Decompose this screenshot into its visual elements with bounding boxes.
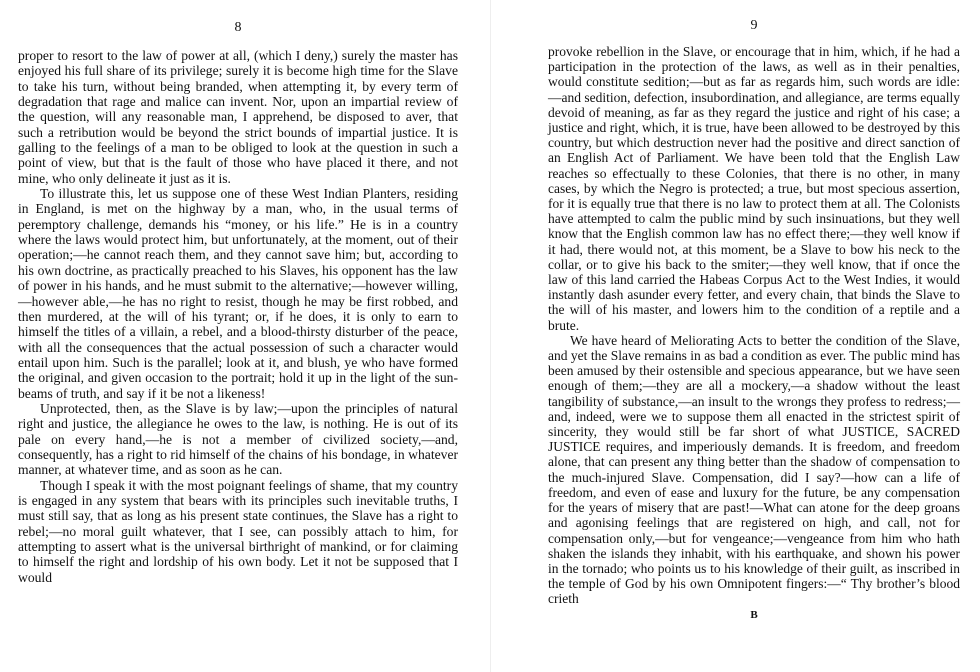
page-number: 9: [750, 18, 758, 33]
paragraph: proper to resort to the law of power at all, (which I deny,) surely the master has enjoyed his full share of its privilege; surely it is become high time for the Slave to take his turn, without being branded, when attempting it, by every term of degradation that rage and malice can invent. Nor, upon an impartial review of the question, will any reasonable man, I apprehend, be disposed to aver, that such a retribution would be beyond the strict bounds of impartial justice. It is galling to the feelings of a man to be obliged to look at the question in such a point of view, but that is the fault of those who have placed it there, and not mine, who only delineate it just as it is.: [18, 48, 458, 186]
gutter-divider: [490, 0, 491, 672]
paragraph: Unprotected, then, as the Slave is by law;—upon the principles of natural right and justice, the allegiance he owes to the law, is nothing. He is out of its pale on every hand,—he is not a member of civilized society,—and, consequently, has a right to rid himself of the chains of his bondage, in whatever manner, at whatever time, and as soon as he can.: [18, 400, 458, 478]
body-text: [18, 48, 458, 585]
signature-mark: B: [750, 608, 758, 621]
body-text: [548, 44, 960, 607]
right-page: [548, 0, 960, 672]
paragraph: Though I speak it with the most poignant feelings of shame, that my country is engaged in any system that bears with its principles such inevitable truths, I must still say, that as long as his present state continues, the Slave has a right to rebel;—no moral guilt whatever, that I see, can possibly attach to him, for attempting to assert what is the universal birthright of mankind, or for claiming to himself the right and lordship of his own body. Let it not be supposed that I would: [18, 477, 458, 585]
paragraph: To illustrate this, let us suppose one of these West Indian Planters, residing in England, is met on the highway by a man, who, in the usual terms of peremptory challenge, demands his “money, or his life.” He is in a country where the laws would protect him, but unfortunately, at the moment, out of their operation;—he cannot reach them, and they cannot save him; but, according to his own doctrine, as practically preached to his Slaves, his opponent has the law of power in his hands, and he must submit to the alternative;—however willing,—however able,—he has no right to resist, though he may be first robbed, and then murdered, at the will of his tyrant; or, if he does, it is only to earn to himself the titles of a villain, a rebel, and a blood-thirsty disturber of the peace, with all the consequences that the actual possession of such a character would entail upon him. Such is the parallel; look at it, and blush, ye who have formed the original, and given occasion to the portrait; hold it up in the light of the sun-beams of truth, and say if it be not a likeness!: [18, 186, 458, 401]
left-page: [18, 0, 458, 672]
page-number: 8: [234, 20, 242, 35]
paragraph: provoke rebellion in the Slave, or encourage that in him, which, if he had a participation in the protection of the laws, as well as in their penalties, would constitute sedition;—but as far as regards him, such words are idle:—and sedition, defection, insubordination, and allegiance, are terms equally devoid of meaning, as far as they regard the justice and right of his case; a justice and right, which, it is true, have been allowed to be destroyed by this country, but which destruction never had the positive and direct sanction of an English Act of Parliament. We have been told that the English Law reaches so effectually to these Colonies, that there is no other, in many cases, by which the Negro is protected; a true, but most specious assertion, for it is equally true that there is no law to protect them at all. The Colonists have attempted to calm the public mind by such insinuations, but they well know that the English common law has no effect there;—they well know if it had, there would not, at this moment, be a Slave to bow his neck to the collar, or to give his back to the smiter;—they well know, that if once the law of this land carried the Habeas Corpus Act to the West Indies, it would instantly dash asunder every fetter, and every chain, that binds the Slave to the will of his master, and lowers him to the condition of a reptile and a brute.: [548, 44, 960, 333]
paragraph: We have heard of Meliorating Acts to better the condition of the Slave, and yet the Slave remains in as bad a condition as ever. The public mind has been amused by their ostensible and specious appearance, but we have seen enough of them;—they are all a mockery,—a shadow without the least tangibility of substance,—an insult to the wrongs they profess to redress;—and, indeed, were we to suppose them all enacted in the strictest spirit of sincerity, they would still be far short of what JUSTICE, SACRED JUSTICE requires, and imperiously demands. It is freedom, and freedom alone, that can present any thing better than the shadow of compensation to the much-injured Slave. Compensation, did I say?—how can a life of freedom, and even of ease and luxury for the future, be any compensation for the years of misery that are past!—What can atone for the deep groans and agonising feelings that are registered on high, and call, not for compensation only,—but for vengeance;—vengeance from him who hath shaken the islands they inhabit, with his earthquake, and shown his power in the tornado; who points us to his knowledge of their guilt, as inscribed in the temple of God by his own Omnipotent fingers:—“ Thy brother’s blood crieth: [548, 332, 960, 607]
